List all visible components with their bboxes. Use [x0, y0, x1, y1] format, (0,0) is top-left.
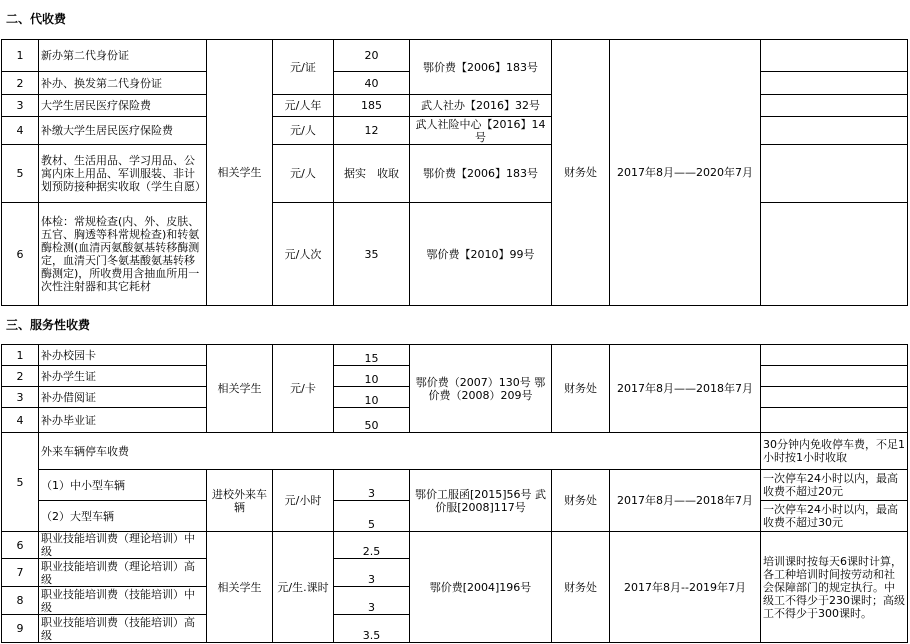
table-row [2, 532, 908, 559]
row-number: 4 [2, 408, 39, 433]
row-number: 2 [2, 72, 39, 95]
item-name: （2）大型车辆 [39, 501, 207, 532]
item-name: 补办、换发第二代身份证 [39, 72, 207, 95]
department: 财务处 [552, 40, 610, 306]
amount: 3 [334, 587, 410, 615]
unit: 元/生.课时 [273, 532, 334, 643]
note [761, 95, 908, 117]
unit: 元/小时 [273, 470, 334, 532]
table-row [2, 203, 908, 306]
note [761, 40, 908, 72]
unit: 元/卡 [273, 345, 334, 433]
pricing-basis: 鄂价费【2010】99号 [410, 203, 552, 306]
amount: 10 [334, 366, 410, 387]
amount: 12 [334, 117, 410, 145]
validity-period: 2017年8月——2018年7月 [610, 470, 761, 532]
row-number: 4 [2, 117, 39, 145]
note [761, 366, 908, 387]
note [761, 387, 908, 408]
unit: 元/人 [273, 117, 334, 145]
department: 财务处 [552, 532, 610, 643]
validity-period: 2017年8月--2019年7月 [610, 532, 761, 643]
row-number: 5 [2, 433, 39, 532]
note [761, 72, 908, 95]
row-number: 7 [2, 559, 39, 587]
item-name: 新办第二代身份证 [39, 40, 207, 72]
amount: 3.5 [334, 615, 410, 643]
row-number: 1 [2, 345, 39, 366]
collection-fees-table [1, 39, 908, 306]
row-number: 2 [2, 366, 39, 387]
note: 一次停车24小时以内，最高收费不超过30元 [761, 501, 908, 532]
row-number: 3 [2, 95, 39, 117]
table-row [2, 95, 908, 117]
item-name: 补办毕业证 [39, 408, 207, 433]
amount: 15 [334, 345, 410, 366]
pricing-basis: 武人社办【2016】32号 [410, 95, 552, 117]
unit: 元/人年 [273, 95, 334, 117]
validity-period: 2017年8月——2020年7月 [610, 40, 761, 306]
item-name: 补办借阅证 [39, 387, 207, 408]
target-group: 进校外来车辆 [207, 470, 273, 532]
pricing-basis: 鄂价费【2006】183号 [410, 145, 552, 203]
item-name: 补缴大学生居民医疗保险费 [39, 117, 207, 145]
amount: 3 [334, 470, 410, 501]
item-name: 职业技能培训费（理论培训）高级 [39, 559, 207, 587]
row-number: 6 [2, 203, 39, 306]
pricing-basis: 鄂价费（2007）130号 鄂价费（2008）209号 [410, 345, 552, 433]
row-number: 9 [2, 615, 39, 643]
pricing-basis: 武人社险中心【2016】14号 [410, 117, 552, 145]
table-row [2, 470, 908, 501]
item-name: 体检：常规检查(内、外、皮肤、五官、胸透等科常规检查)和转氨酶检测(血清丙氨酸氨基转移酶测定，血清天门冬氨基酸氨基转移酶测定)，所收费用含抽血所用一次性注射器和其它耗材 [39, 203, 207, 306]
amount: 据实 收取 [334, 145, 410, 203]
row-number: 6 [2, 532, 39, 559]
item-name: 教材、生活用品、学习用品、公寓内床上用品、军训服装、非计划预防接种据实收取（学生自愿） [39, 145, 207, 203]
row-number: 3 [2, 387, 39, 408]
note: 培训课时按每天6课时计算，各工种培训时间按劳动和社会保障部门的规定执行。中级工不得少于230课时；高级工不得少于300课时。 [761, 532, 908, 643]
table-row [2, 345, 908, 366]
table-row [2, 117, 908, 145]
target-group: 相关学生 [207, 532, 273, 643]
amount: 3 [334, 559, 410, 587]
department: 财务处 [552, 470, 610, 532]
unit: 元/人次 [273, 203, 334, 306]
note [761, 203, 908, 306]
amount: 40 [334, 72, 410, 95]
note [761, 408, 908, 433]
note: 30分钟内免收停车费，不足1小时按1小时收取 [761, 433, 908, 470]
department: 财务处 [552, 345, 610, 433]
note [761, 117, 908, 145]
target-group: 相关学生 [207, 345, 273, 433]
amount: 5 [334, 501, 410, 532]
amount: 185 [334, 95, 410, 117]
item-name: （1）中小型车辆 [39, 470, 207, 501]
section-title-service-fees: 三、服务性收费 [6, 318, 91, 332]
item-name: 职业技能培训费（技能培训）高级 [39, 615, 207, 643]
item-name: 大学生居民医疗保险费 [39, 95, 207, 117]
amount: 2.5 [334, 532, 410, 559]
unit: 元/人 [273, 145, 334, 203]
target-group: 相关学生 [207, 40, 273, 306]
table-row [2, 145, 908, 203]
amount: 10 [334, 387, 410, 408]
pricing-basis: 鄂价工服函[2015]56号 武价服[2008]117号 [410, 470, 552, 532]
table-row [2, 433, 908, 470]
item-name: 补办校园卡 [39, 345, 207, 366]
row-number: 8 [2, 587, 39, 615]
table-row [2, 40, 908, 72]
row-number: 1 [2, 40, 39, 72]
amount: 50 [334, 408, 410, 433]
note [761, 345, 908, 366]
note: 一次停车24小时以内，最高收费不超过20元 [761, 470, 908, 501]
row-number: 5 [2, 145, 39, 203]
validity-period: 2017年8月——2018年7月 [610, 345, 761, 433]
service-fees-table [1, 344, 908, 643]
pricing-basis: 鄂价费[2004]196号 [410, 532, 552, 643]
item-name: 职业技能培训费（理论培训）中级 [39, 532, 207, 559]
item-name: 职业技能培训费（技能培训）中级 [39, 587, 207, 615]
amount: 20 [334, 40, 410, 72]
section-title-collection-fees: 二、代收费 [6, 12, 67, 26]
item-name: 外来车辆停车收费 [39, 433, 761, 470]
pricing-basis: 鄂价费【2006】183号 [410, 40, 552, 95]
note [761, 145, 908, 203]
unit: 元/证 [273, 40, 334, 95]
amount: 35 [334, 203, 410, 306]
item-name: 补办学生证 [39, 366, 207, 387]
